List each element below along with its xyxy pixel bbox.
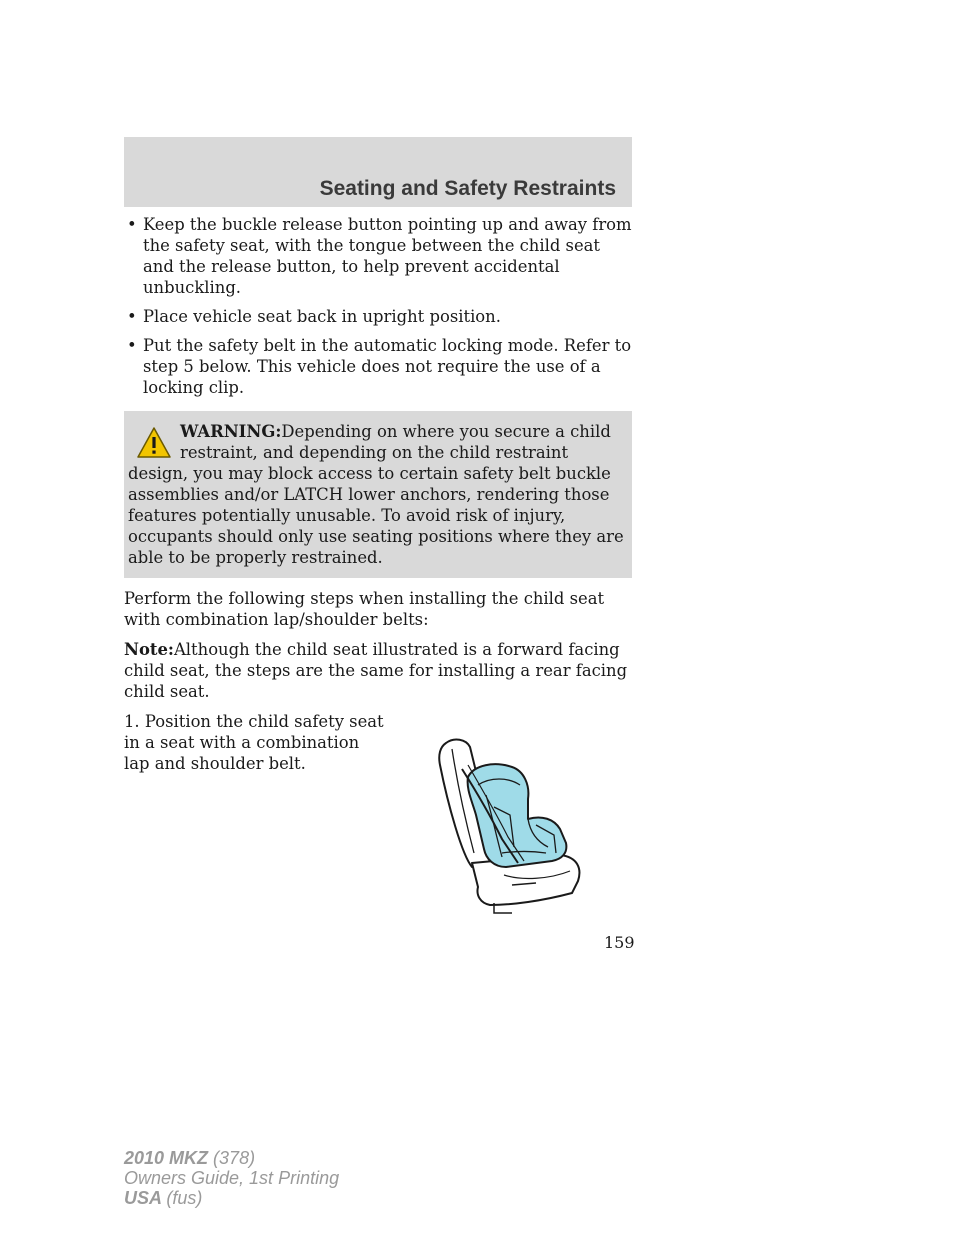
section-title: Seating and Safety Restraints xyxy=(319,177,616,200)
footer-line-1 xyxy=(124,1148,339,1168)
footer-model: 2010 MKZ xyxy=(124,1148,214,1168)
step-1-text: 1. Position the child safety seat in a seat with a combination lap and shoulder belt. xyxy=(124,712,384,773)
child-seat-illustration xyxy=(432,735,592,915)
warning-triangle-icon xyxy=(136,425,172,461)
page-content xyxy=(124,214,632,774)
bullet-item: • Keep the buckle release button pointing up and away from the safety seat, with the tongue between the child seat and the release button, to help prevent accidental unbuckling. xyxy=(124,214,632,298)
note-paragraph xyxy=(124,639,632,702)
note-label: Note: xyxy=(124,640,174,659)
note-body: Although the child seat illustrated is a forward facing child seat, the steps are the same for installing a rear facing child seat. xyxy=(124,640,628,701)
warning-body: Depending on where you secure a child restraint, and depending on the child restraint design, you may block access to certain safety belt buckle assemblies and/or LATCH lower anchors, rendering those features potentially unusable. To avoid risk of injury, occupants should only use seating positions where they are able to be properly restrained. xyxy=(128,422,624,567)
bullet-item: • Place vehicle seat back in upright position. xyxy=(124,306,632,327)
page-number: 159 xyxy=(604,933,635,952)
footer-line-2: Owners Guide, 1st Printing xyxy=(124,1168,340,1188)
print-footer xyxy=(124,1148,339,1208)
warning-text xyxy=(128,421,628,568)
warning-box xyxy=(124,411,632,578)
intro-paragraph: Perform the following steps when installing the child seat with combination lap/shoulder belts: xyxy=(124,589,605,629)
section-header xyxy=(124,137,632,207)
footer-market-code: (fus) xyxy=(166,1188,203,1208)
step-1 xyxy=(124,711,632,774)
footer-line-3 xyxy=(124,1188,339,1208)
warning-label: WARNING: xyxy=(180,422,282,441)
bullet-item: • Put the safety belt in the automatic locking mode. Refer to step 5 below. This vehicle does not require the use of a locking clip. xyxy=(124,335,632,398)
footer-market: USA xyxy=(124,1188,167,1208)
footer-code: (378) xyxy=(213,1148,256,1168)
